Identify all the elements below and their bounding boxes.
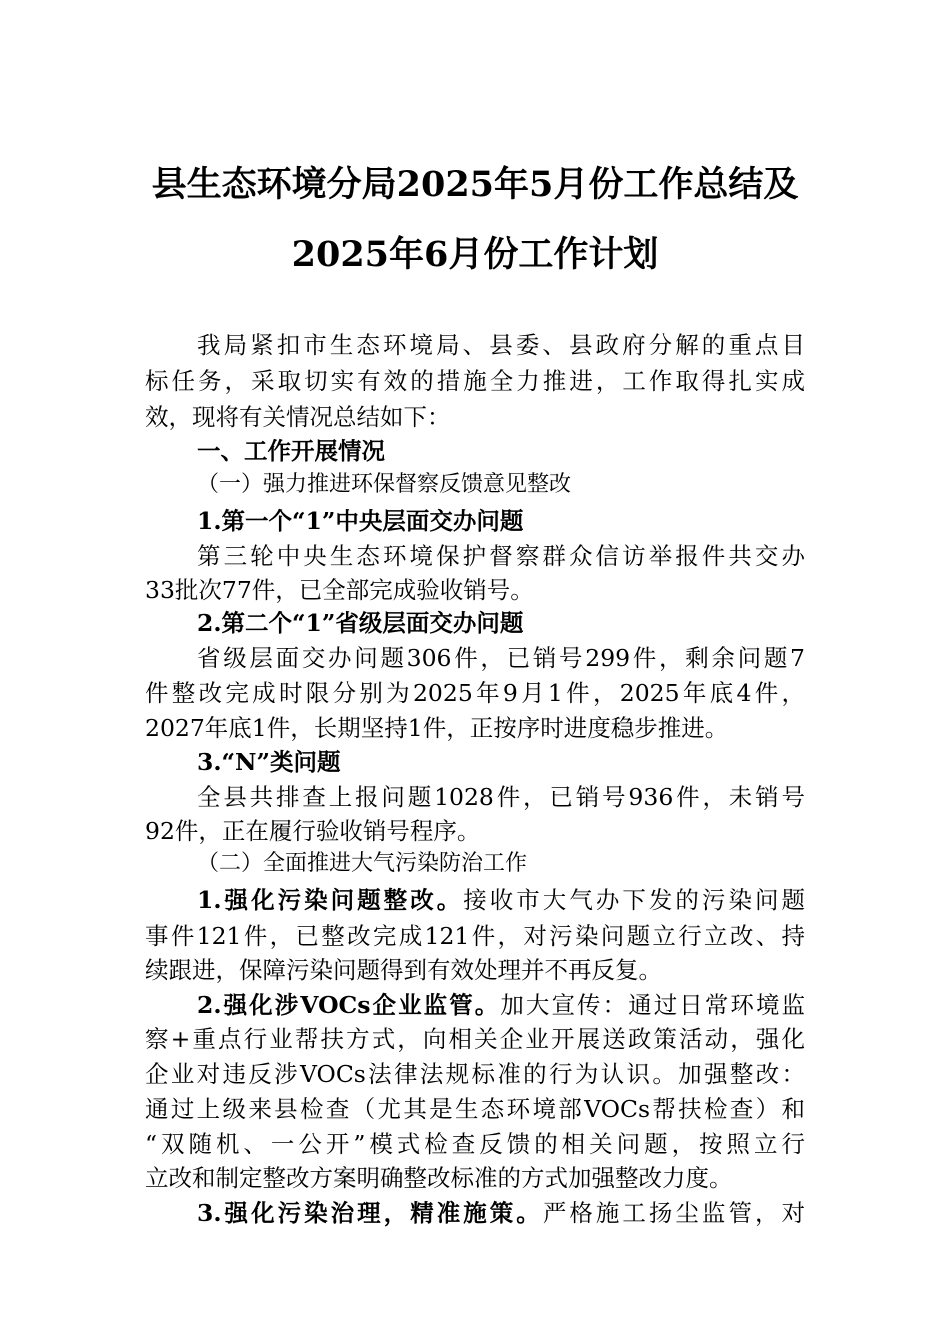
body-line xyxy=(197,990,805,1020)
body-line: 我局紧扣市生态环境局、县委、县政府分解的重点目 xyxy=(197,331,805,359)
body-line: “双随机、一公开”模式检查反馈的相关问题，按照立行 xyxy=(145,1130,805,1158)
item-lead: 2.强化涉VOCs企业监管。 xyxy=(197,991,501,1019)
body-line xyxy=(197,885,805,915)
subsection-heading: （二）全面推进大气污染防治工作 xyxy=(197,851,528,876)
body-line: 效，现将有关情况总结如下： xyxy=(145,403,451,431)
section-heading: 一、工作开展情况 xyxy=(197,437,385,465)
document-title-line-1: 县生态环境分局2025年5月份工作总结及 xyxy=(151,164,799,205)
body-line: 企业对违反涉VOCs法律法规标准的行为认识。加强整改： xyxy=(145,1060,805,1088)
body-line: 2027年底1件，长期坚持1件，正按序时进度稳步推进。 xyxy=(145,714,729,742)
body-line: 33批次77件，已全部完成验收销号。 xyxy=(145,576,534,604)
body-line: 事件121件，已整改完成121件，对污染问题立行立改、持 xyxy=(145,922,805,950)
body-line: 省级层面交办问题306件，已销号299件，剩余问题7 xyxy=(197,644,805,672)
body-line: 立改和制定整改方案明确整改标准的方式加强整改力度。 xyxy=(145,1164,733,1192)
item-heading: 2.第二个“1”省级层面交办问题 xyxy=(197,609,524,637)
item-text: 接收市大气办下发的污染问题 xyxy=(463,886,805,914)
item-heading: 3.“N”类问题 xyxy=(197,748,341,776)
subsection-heading: （一）强力推进环保督察反馈意见整改 xyxy=(197,472,572,497)
item-text: 加大宣传：通过日常环境监 xyxy=(500,991,806,1019)
body-line: 全县共排查上报问题1028件，已销号936件，未销号 xyxy=(197,783,805,811)
document-title-line-2: 2025年6月份工作计划 xyxy=(291,234,659,275)
item-lead: 1.强化污染问题整改。 xyxy=(197,886,464,914)
body-line: 察+重点行业帮扶方式，向相关企业开展送政策活动，强化 xyxy=(145,1025,805,1053)
item-lead: 3.强化污染治理，精准施策。 xyxy=(197,1199,543,1227)
body-line: 通过上级来县检查（尤其是生态环境部VOCs帮扶检查）和 xyxy=(145,1095,805,1123)
body-line: 续跟进，保障污染问题得到有效处理并不再反复。 xyxy=(145,956,662,984)
item-text: 严格施工扬尘监管，对 xyxy=(542,1199,805,1227)
body-line: 标任务，采取切实有效的措施全力推进，工作取得扎实成 xyxy=(145,367,805,395)
body-line xyxy=(197,1198,805,1228)
body-line: 第三轮中央生态环境保护督察群众信访举报件共交办 xyxy=(197,542,805,570)
item-heading: 1.第一个“1”中央层面交办问题 xyxy=(197,507,524,535)
body-line: 件整改完成时限分别为2025年9月1件，2025年底4件， xyxy=(145,679,805,707)
body-line: 92件，正在履行验收销号程序。 xyxy=(145,817,481,845)
